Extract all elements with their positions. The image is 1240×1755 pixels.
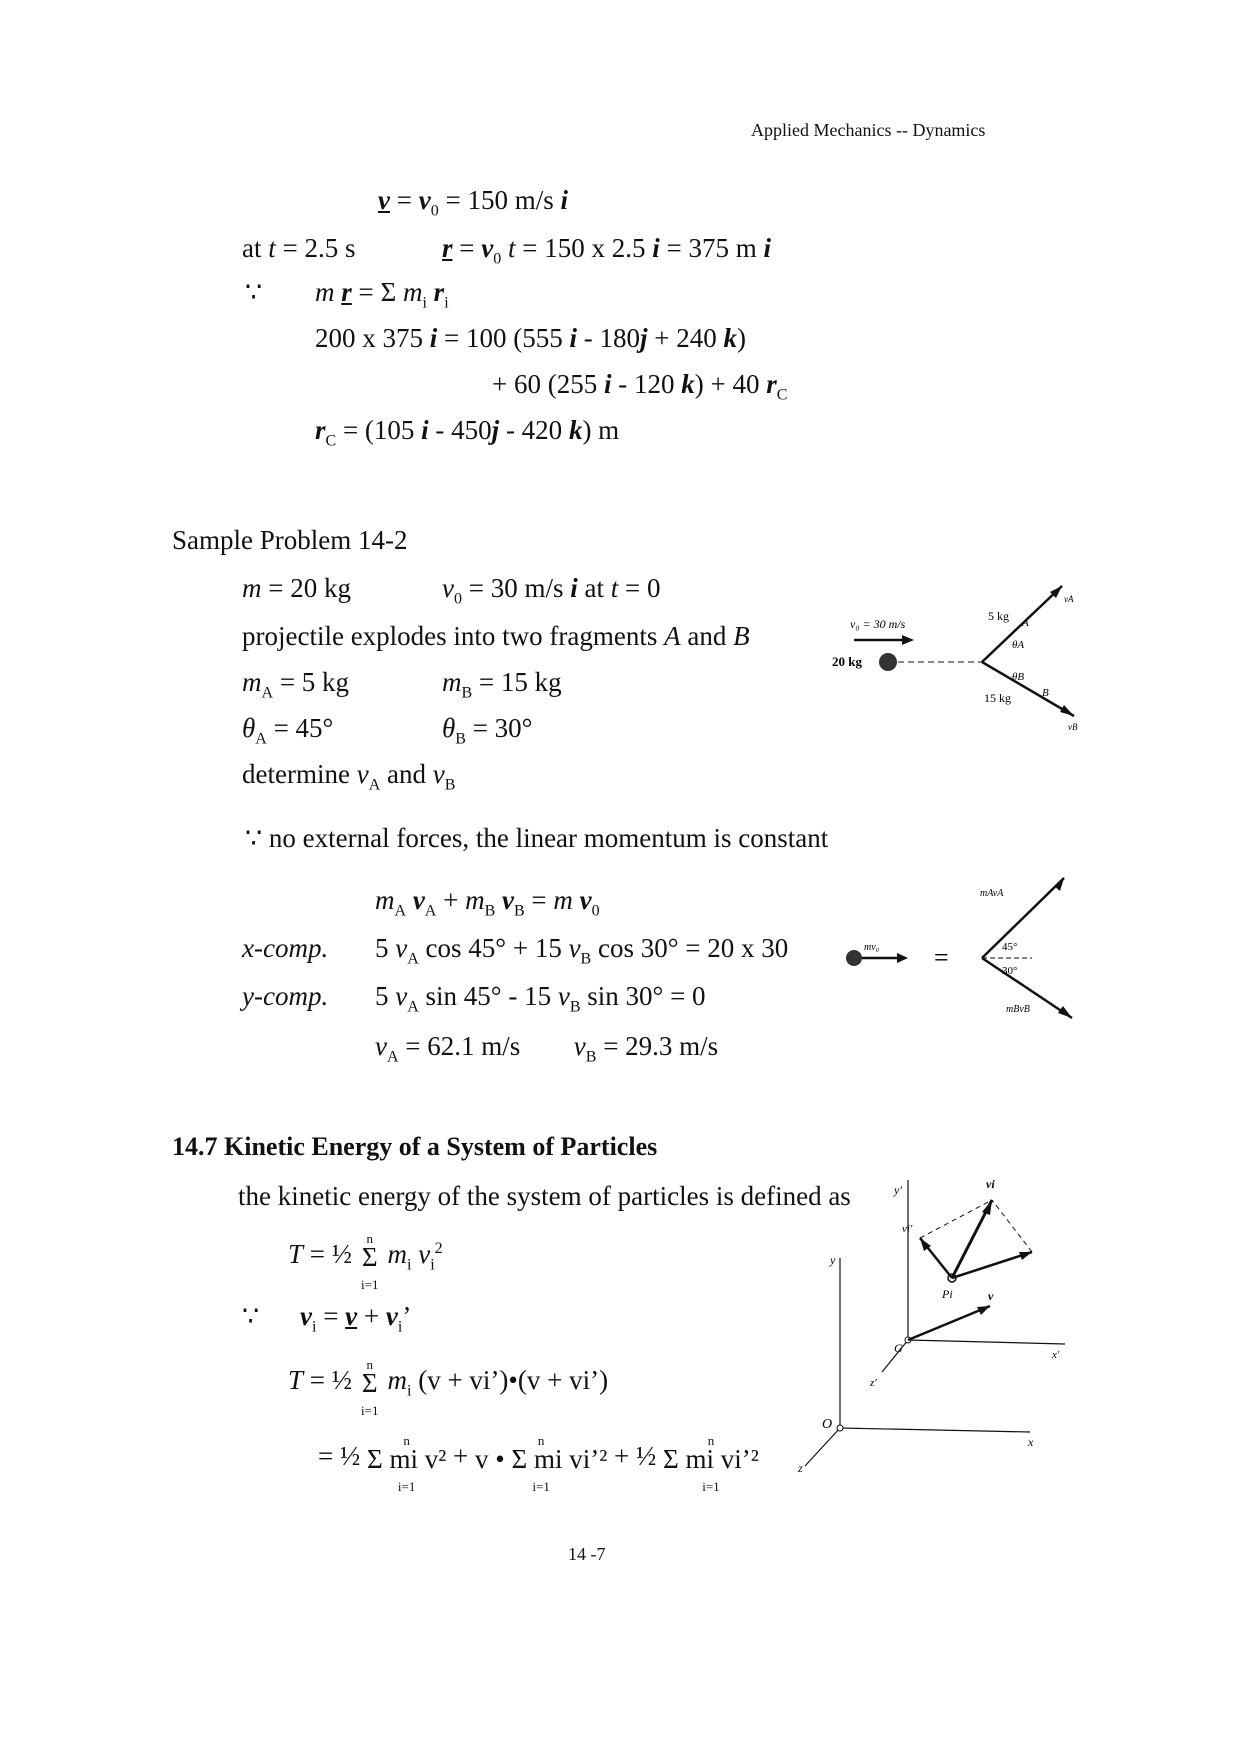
momentum-figure [842, 870, 1092, 1030]
math-token: v [442, 573, 454, 603]
math-token: ) [737, 323, 746, 353]
math-token: + [453, 1441, 469, 1471]
math-token: A [407, 998, 419, 1016]
mass-center-line-4 [492, 368, 788, 404]
product-expression: = 150 x 2.5 [522, 233, 646, 263]
math-token: Σ mi v² [366, 1443, 447, 1474]
fig1-mass-label: 20 kg [832, 654, 862, 669]
projectile-ball [879, 653, 897, 671]
fig2-equals: = [934, 943, 949, 972]
math-token: n [366, 1356, 374, 1372]
math-token: m [553, 885, 573, 915]
math-token: = [531, 885, 547, 915]
fig3-xp-label: x' [1052, 1349, 1060, 1361]
parallelogram-edge-2 [992, 1200, 1032, 1252]
math-token: = 15 kg [478, 667, 562, 697]
math-token: A [664, 621, 681, 651]
v0-arrowhead [902, 635, 914, 645]
math-token: 200 x 375 [315, 323, 423, 353]
summation-stack [663, 1432, 759, 1494]
unit-vector-i: i [560, 185, 568, 215]
math-token: v [385, 1301, 398, 1331]
vbar-arrowhead [977, 1306, 990, 1315]
math-token: B [444, 776, 456, 794]
math-token: i [429, 323, 438, 353]
fig3-yp-label: y' [894, 1183, 902, 1197]
coordinate-frames-figure [790, 1160, 1080, 1480]
math-token: 5 [375, 933, 389, 963]
math-token: i [430, 1256, 435, 1274]
fig3-zp-label: z' [870, 1377, 877, 1389]
m-symbol: m [315, 277, 335, 307]
fig3-O-label: O [822, 1417, 833, 1432]
math-token: + 60 (255 [492, 369, 598, 399]
math-token: A [394, 902, 407, 920]
math-token: i=1 [702, 1478, 720, 1494]
sigma-symbol: Σ [380, 277, 397, 307]
math-token: = 5 kg [279, 667, 350, 697]
fig3-z-label: z [798, 1461, 803, 1475]
math-token: = ½ [309, 1239, 353, 1269]
position-time-line [242, 232, 356, 264]
math-token: determine [242, 759, 350, 789]
t-variable: t [507, 233, 516, 263]
math-token: v [573, 1031, 586, 1061]
math-token: B [514, 902, 525, 920]
math-token: B [461, 684, 473, 702]
fig1-B-label: B [1042, 687, 1049, 699]
v-bar: v [378, 185, 390, 215]
fig1-vB-label: vB [1068, 722, 1078, 732]
math-token: and [387, 759, 426, 789]
math-token: m [465, 885, 485, 915]
equals-sign: = [396, 185, 412, 215]
momentum-equation [375, 884, 600, 920]
vbar-at-Pi-arrowhead [1019, 1252, 1032, 1260]
vbar-arrow [908, 1306, 990, 1340]
math-token: v [557, 981, 570, 1011]
given-mass [242, 572, 351, 604]
math-token: r [766, 369, 777, 399]
math-token: T [288, 1239, 304, 1269]
math-token: i [311, 1318, 317, 1336]
math-token: (v + vi’)•(v + vi’) [418, 1365, 609, 1395]
math-token: - 420 [505, 415, 563, 445]
summation-stack [359, 1230, 381, 1292]
math-token: - 180 [583, 323, 640, 353]
math-token: n [707, 1432, 715, 1448]
x-axis [840, 1428, 1030, 1432]
math-token: B [455, 730, 466, 748]
math-token: ’ [402, 1301, 412, 1331]
momentum-reason: ∵ no external forces, the linear momentum is constant [245, 823, 829, 853]
math-token: B [569, 998, 581, 1016]
math-token: = ½ [309, 1365, 353, 1395]
explosion-figure [832, 578, 1082, 748]
mass-center-equation [315, 276, 449, 312]
math-token: v [395, 933, 408, 963]
math-token: = 30° [472, 713, 533, 743]
math-token: + [443, 885, 459, 915]
math-token: C [776, 386, 788, 404]
velocity-value: 150 m/s [467, 185, 554, 215]
math-token: v [375, 1031, 387, 1061]
math-token: θ [442, 713, 456, 743]
math-token: v [300, 1301, 312, 1331]
math-token: A [424, 902, 437, 920]
math-token: n [403, 1432, 410, 1448]
subscript: i [444, 294, 449, 312]
math-token: - 450 [435, 415, 492, 445]
fig1-A-label: A [1022, 617, 1029, 629]
math-token: B [733, 621, 750, 651]
math-token: = 0 [625, 573, 661, 603]
fig3-y-label: y [830, 1253, 836, 1267]
sample-problem-title: Sample Problem 14-2 [172, 525, 408, 555]
subscript: 0 [493, 250, 502, 268]
math-token: m [442, 667, 462, 697]
unit-vector-i: i [652, 233, 660, 263]
fig2-a30-label: 30° [1002, 965, 1018, 977]
math-token: i=1 [361, 1276, 379, 1292]
position-value: = 375 m [666, 233, 757, 263]
math-token: i [570, 573, 578, 603]
math-token: r [315, 415, 326, 445]
math-token: v [579, 885, 592, 915]
equals-sign: = [445, 185, 461, 215]
math-token: v [502, 885, 514, 915]
fig3-vi-label: vi [986, 1177, 995, 1191]
fig1-vA-label: vA [1064, 594, 1074, 604]
math-token: k [568, 415, 583, 445]
running-header: Applied Mechanics -- Dynamics [751, 120, 986, 140]
math-token: at [584, 573, 604, 603]
math-token: Σ [361, 1367, 378, 1398]
subscript: 0 [430, 202, 439, 220]
fig2-mv0-label: mv₀ [864, 942, 880, 953]
xcomp-label: x-comp. [242, 933, 329, 963]
math-token: 2 [434, 1240, 443, 1257]
given-mA [242, 666, 350, 702]
math-token: A [255, 730, 267, 748]
math-token: i [421, 415, 429, 445]
kinetic-energy-expanded [288, 1356, 609, 1418]
fig3-vip-label: vi' [902, 1223, 913, 1235]
ri-symbol: r [433, 277, 445, 307]
math-token: t [610, 573, 619, 603]
math-token: + ½ [614, 1441, 657, 1471]
z-axis [805, 1428, 840, 1466]
at-label: at [242, 233, 262, 263]
math-token: k [723, 323, 737, 353]
problem-statement [242, 620, 750, 652]
math-token: sin 45° - 15 [425, 981, 552, 1011]
velocity-equation [378, 184, 568, 220]
math-token: v [412, 885, 425, 915]
math-token: m [242, 573, 262, 603]
math-token: B [580, 950, 592, 968]
math-token: = 30 m/s [468, 573, 564, 603]
math-token: sin 30° = 0 [587, 981, 706, 1011]
math-token: T [288, 1365, 304, 1395]
math-token: v [432, 759, 445, 789]
math-token: B [484, 902, 496, 920]
origin-O [837, 1425, 843, 1431]
determine-line [242, 758, 456, 794]
kinetic-energy-result [318, 1432, 759, 1494]
math-token: i=1 [532, 1478, 550, 1494]
position-equation [442, 232, 771, 268]
given-mB [442, 666, 562, 702]
math-token: i [397, 1318, 403, 1336]
r-bar: r [442, 233, 453, 263]
mass-center-line-3 [315, 322, 746, 354]
math-token: k [681, 369, 695, 399]
math-token: m [387, 1365, 408, 1395]
math-token: cos 30° = 20 x 30 [597, 933, 789, 963]
fig1-v0-label: v₀ = 30 m/s [850, 617, 906, 631]
math-token: projectile explodes into two fragments [242, 621, 658, 651]
math-token: j [491, 415, 500, 445]
math-token: = [323, 1301, 339, 1331]
math-token: v [395, 981, 408, 1011]
mv0-arrowhead [897, 953, 908, 963]
fig1-mB-label: 15 kg [984, 691, 1011, 705]
math-token: A [386, 1048, 399, 1066]
math-token: θ [242, 713, 256, 743]
fig2-a45-label: 45° [1002, 941, 1018, 953]
math-token: i [407, 1382, 412, 1400]
equals-sign: = [358, 277, 374, 307]
fig1-thA-label: θA [1012, 639, 1025, 651]
because-symbol: ∵ [245, 277, 263, 307]
math-token: - 120 [618, 369, 675, 399]
velocity-results [375, 1030, 719, 1066]
math-token: n [537, 1432, 545, 1448]
math-token: cos 45° + 15 [425, 933, 562, 963]
math-token: j [640, 323, 648, 353]
math-token: A [261, 684, 274, 702]
summation-stack [475, 1432, 608, 1494]
fragment-b-arrowhead [1060, 705, 1074, 716]
fig3-G-label: G [894, 1341, 903, 1355]
section-intro: the kinetic energy of the system of particles is defined as [238, 1181, 851, 1211]
math-token: = ½ [318, 1441, 361, 1471]
math-token: Σ [361, 1241, 378, 1272]
given-initial-velocity [442, 572, 661, 608]
given-thetaA [242, 712, 334, 748]
math-token: 0 [453, 590, 462, 608]
unit-vector-i: i [763, 233, 771, 263]
math-token: = 100 (555 [444, 323, 563, 353]
math-token: + [363, 1301, 380, 1331]
math-token: i=1 [361, 1402, 379, 1418]
fig1-thB-label: θB [1012, 671, 1025, 683]
page-number: 14 -7 [568, 1544, 606, 1564]
mass-ball [846, 950, 862, 966]
section-heading: 14.7 Kinetic Energy of a System of Particles [172, 1132, 658, 1161]
mAvA-arrowhead [1054, 878, 1064, 891]
fig2-mBvB-label: mBvB [1006, 1004, 1030, 1015]
math-token: i [603, 369, 612, 399]
math-token: v [345, 1301, 358, 1331]
t-value: = 2.5 s [282, 233, 356, 263]
x-prime-axis [908, 1340, 1065, 1344]
math-token: B [585, 1048, 597, 1066]
math-token: v • Σ mi vi’² [475, 1443, 608, 1474]
fig1-mA-label: 5 kg [988, 609, 1009, 623]
math-token: = 20 kg [268, 573, 351, 603]
mi-symbol: m [402, 277, 423, 307]
math-token: v [568, 933, 581, 963]
math-token: v [418, 1239, 431, 1269]
fig3-x-label: x [1028, 1435, 1034, 1449]
r-bar: r [341, 277, 352, 307]
math-token: i [407, 1256, 412, 1274]
fragment-b-path [982, 662, 1074, 716]
math-token: A [407, 950, 419, 968]
subscript: i [422, 294, 427, 312]
ycomp-label: y-comp. [242, 981, 329, 1011]
equals-sign: = [459, 233, 475, 263]
v0-symbol: v [481, 233, 494, 263]
fig2-mAvA-label: mAvA [980, 888, 1004, 899]
mBvB-arrowhead [1058, 1006, 1072, 1018]
math-token: A [368, 776, 381, 794]
kinetic-energy-definition [288, 1230, 443, 1292]
math-token: m [242, 667, 262, 697]
summation-stack [366, 1432, 447, 1494]
velocity-decomposition [300, 1300, 412, 1336]
fig3-vbar-label: v [988, 1289, 994, 1303]
mass-center-result [315, 414, 620, 450]
xcomp-equation [375, 932, 789, 968]
math-token: ) m [582, 415, 620, 445]
math-token: = 29.3 m/s [603, 1031, 719, 1061]
math-token: ) + 40 [694, 369, 760, 399]
summation-stack [359, 1356, 381, 1418]
math-token: C [325, 432, 337, 450]
math-token: i [569, 323, 577, 353]
math-token: = 45° [273, 713, 334, 743]
v0-symbol: v [418, 185, 431, 215]
math-token: = 62.1 m/s [405, 1031, 521, 1061]
math-token: + 240 [654, 323, 717, 353]
t-variable: t [268, 233, 276, 263]
math-token: 0 [591, 902, 600, 920]
math-token: and [687, 621, 727, 651]
math-token: Σ mi vi’² [663, 1443, 759, 1474]
math-token: = (105 [342, 415, 415, 445]
math-token: n [366, 1230, 374, 1246]
math-token: v [356, 759, 369, 789]
math-token: m [375, 885, 395, 915]
math-token: 5 [375, 981, 389, 1011]
math-token: i=1 [397, 1478, 416, 1494]
math-token: m [387, 1239, 408, 1269]
vi-because: ∵ [242, 1301, 260, 1331]
ycomp-equation [375, 980, 706, 1016]
given-thetaB [442, 712, 533, 748]
fig3-Pi-label: Pi [942, 1287, 953, 1301]
